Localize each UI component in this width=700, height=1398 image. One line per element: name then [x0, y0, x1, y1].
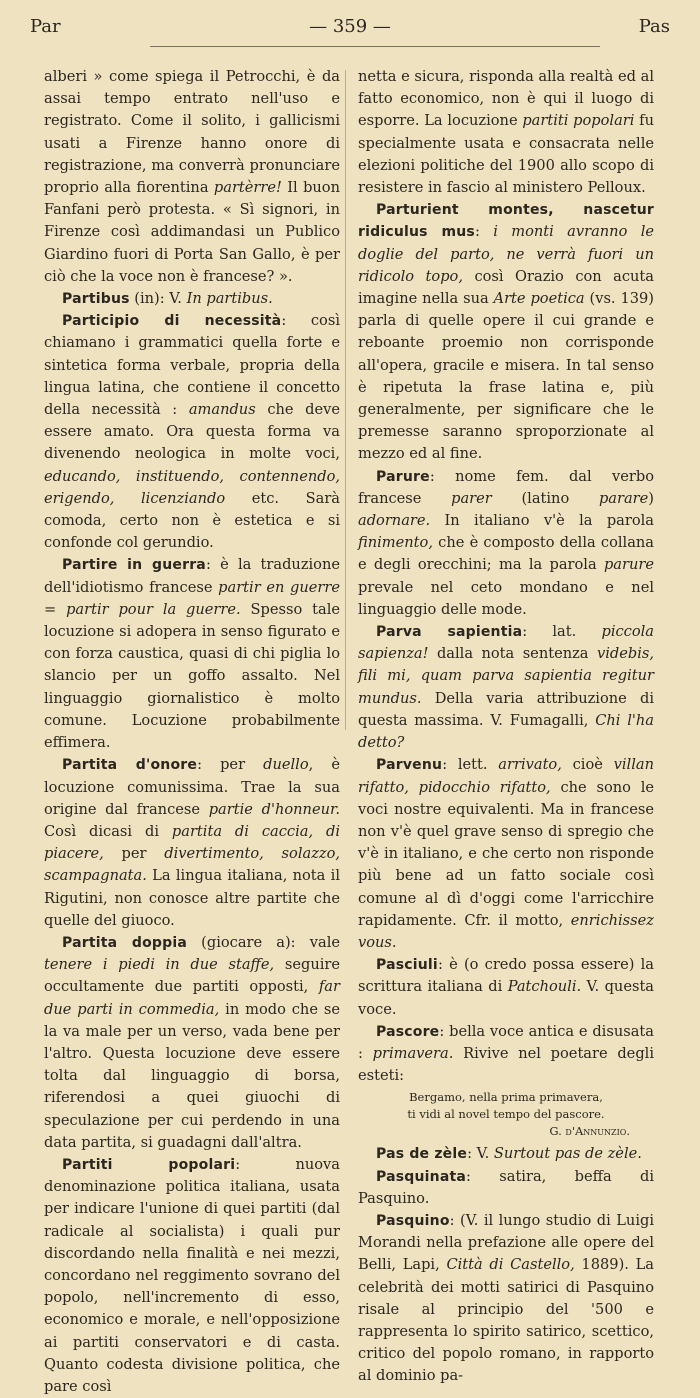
- body-text: V. questa voce.: [358, 978, 655, 1018]
- italic-text: Arte poetica: [493, 290, 585, 308]
- poetry-quote: [358, 1089, 654, 1140]
- italic-text: Città di Castello,: [446, 1256, 575, 1274]
- body-text: per: [103, 845, 165, 863]
- body-text: netta e sicura, risponda alla realtà ed al fatto economico, non è qui il luogo di esporre. La locuzione: [358, 68, 654, 130]
- entry-headword: Pasquino: [376, 1212, 450, 1229]
- body-text: seguire occultamente due partiti opposti,: [44, 956, 340, 996]
- italic-text: In partibus.: [186, 290, 273, 308]
- italic-text: parure: [603, 556, 654, 574]
- entry-headword: Partire in guerra: [62, 557, 206, 574]
- dictionary-entry: [44, 288, 340, 310]
- italic-text: adornare.: [358, 512, 431, 530]
- body-text: (latino: [491, 489, 599, 507]
- body-text: : per: [197, 756, 264, 774]
- header-right-guideword: Pas: [638, 15, 670, 37]
- dictionary-entry: [44, 66, 340, 288]
- body-text: Così dicasi di: [44, 822, 172, 840]
- entry-headword: Partita d'onore: [62, 757, 198, 774]
- dictionary-entry: [358, 1210, 654, 1388]
- body-text: (vs. 139) parla di quelle opere il cui grande e reboante proemio non corrisponde all'opera, gracile e misera. In tal senso è ripetuta la frase latina e, più generalmente, per significare che le premesse saranno sproporzionate al mezzo ed al fine.: [358, 290, 654, 463]
- entry-headword: Pasquinata: [376, 1168, 467, 1185]
- body-text: Il buon Fanfani però protesta. « Sì signori, in Firenze così addimandasi un Publico Giardino fuori di Porta San Gallo, è per ciò che la voce non è francese? ».: [44, 179, 340, 285]
- body-text: ): [648, 489, 654, 507]
- dictionary-entry: [44, 754, 340, 932]
- italic-text: Surtout pas de zèle.: [493, 1145, 642, 1163]
- quote-attribution: G. d'Annunzio.: [549, 1124, 630, 1139]
- body-text: : satira, beffa di Pasquino.: [358, 1167, 654, 1207]
- column-divider: [345, 70, 346, 730]
- italic-text: parer: [451, 489, 492, 507]
- body-text: cioè: [561, 756, 614, 774]
- body-text: La lingua italiana, nota il Rigutini, non conosce altre partite che quelle del giuoco.: [44, 867, 340, 929]
- body-text: : lett.: [442, 756, 499, 774]
- body-text: : (V. il lungo studio di Luigi Morandi nella prefazione alle opere del Belli, Lapi,: [358, 1211, 654, 1274]
- entry-headword: Pas de zèle: [376, 1146, 468, 1163]
- dictionary-entry: [358, 1021, 654, 1088]
- entry-headword: Partiti popolari: [62, 1156, 236, 1173]
- body-text: : bella voce antica e disusata :: [358, 1022, 654, 1062]
- quote-line: ti vidi al novel tempo del pascore.: [407, 1107, 605, 1122]
- body-text: : lat.: [522, 623, 602, 641]
- entry-headword: Pascore: [376, 1023, 440, 1040]
- dictionary-entry: [358, 1143, 654, 1165]
- italic-text: finimento,: [358, 534, 433, 552]
- body-text: fu specialmente usata e consacrata nelle elezioni politiche del 1900 allo scopo di resistere in fascio al ministero Pelloux.: [358, 112, 654, 197]
- header-rule: [150, 46, 600, 47]
- entry-headword: Parure: [376, 468, 430, 485]
- italic-text: primavera.: [372, 1044, 454, 1062]
- dictionary-entry: [358, 1166, 654, 1210]
- page-number: — 359 —: [309, 15, 391, 37]
- body-text: (giocare a): vale: [187, 933, 340, 951]
- entry-headword: Participio di necessità: [62, 313, 282, 330]
- italic-text: partita di caccia, di piacere,: [44, 822, 341, 863]
- body-text: : è la traduzione dell'idiotismo francese: [44, 556, 340, 596]
- dictionary-entry: [358, 66, 654, 199]
- dictionary-entry: [358, 954, 654, 1021]
- entry-headword: Parva sapientia: [376, 624, 523, 641]
- body-text: 1889). La celebrità dei motti satirici di Pasquino risale al principio del '500 e rappresenta lo spirito satirico, scettico, critico del popolo romano, in rapporto al dominio pa-: [358, 1256, 654, 1385]
- body-text: , è locuzione comunissima. Trae la sua origine dal francese: [44, 756, 340, 818]
- dictionary-entry: [358, 754, 654, 954]
- body-text: alberi » come spiega il Petrocchi, è da assai tempo entrato nell'uso e registrato. Come il solito, i gallicismi usati a Firenze hanno onore di registrazione, ma converrà pronunciare proprio alla fiorentina: [44, 68, 340, 197]
- body-text: prevale nel ceto mondano e nel linguaggio delle mode.: [358, 578, 654, 618]
- entry-headword: Parturient montes, nascetur ridiculus mus: [358, 202, 654, 241]
- left-column: [44, 66, 340, 1398]
- body-text: : è (o credo possa essere) la scrittura italiana di: [358, 956, 654, 996]
- italic-text: enrichissez vous.: [358, 911, 654, 951]
- entry-headword: Partita doppia: [62, 934, 187, 951]
- body-text: che è composto della collana e degli orecchini; ma la parola: [358, 534, 654, 574]
- italic-text: videbis, fili mi, quam parva sapientia regitur mundus.: [358, 645, 654, 707]
- body-text: in modo che se la va male per un verso, vada bene per l'altro. Questa locuzione deve essere tolta dal linguaggio di borsa, riferendosi a quei giuochi di speculazione per cui perdendo in una data partita, si guadagni dall'altra.: [44, 1000, 340, 1151]
- body-text: che deve essere amato. Ora questa forma va divenendo neologica in molte voci,: [44, 401, 340, 463]
- body-text: Della varia attribuzione di questa massima. V. Fumagalli,: [358, 689, 654, 729]
- body-text: che sono le voci nostre equivalenti. Ma in francese non v'è quel grave senso di spregio che v'è in italiano, e che certo non risponde più bene ad un fatto sociale così comune al dì d'oggi come l'arricchire rapidamente. Cfr. il motto,: [358, 778, 655, 929]
- italic-text: partie d'honneur.: [208, 800, 340, 818]
- body-text: etc. Sarà comoda, certo non è estetica e si confonde col gerundio.: [44, 489, 340, 552]
- dictionary-entry: [358, 199, 654, 465]
- italic-text: i monti avranno le doglie del parto, ne verrà fuori un ridicolo topo,: [358, 223, 655, 285]
- body-text: : così chiamano i grammatici quella forte e sintetica forma verbale, propria della lingua latina, che contiene il concetto della necessità :: [44, 312, 340, 419]
- body-text: Rivive nel poetare degli esteti:: [358, 1044, 654, 1085]
- body-text: dalla nota sentenza: [428, 645, 597, 663]
- dictionary-entry: [358, 466, 654, 621]
- body-text: In italiano v'è la parola: [430, 512, 654, 530]
- italic-text: Patchouli.: [507, 978, 582, 996]
- dictionary-entry: [358, 621, 654, 754]
- italic-text: partir en guerre = partir pour la guerre.: [44, 578, 340, 618]
- body-text: così Orazio con acuta imagine nella sua: [358, 267, 654, 308]
- entry-headword: Partibus: [62, 291, 130, 308]
- italic-text: educando, instituendo, contennendo, erigendo, licenziando: [44, 467, 340, 507]
- right-column: [358, 66, 654, 1388]
- body-text: : nuova denominazione politica italiana, usata per indicare l'unione di quei partiti (dal radicale al socialista) i quali pur discordando nella finalità e nei mezzi, concordano nel reggimento sovrano del popolo, nell'incremento di esso, economico e morale, e nell'opposizione ai partiti conservatori e di casta. Quanto codesta divisione politica, che pare così: [44, 1155, 340, 1395]
- running-header: [30, 12, 670, 40]
- italic-text: duello: [263, 756, 309, 774]
- dictionary-entry: [44, 554, 340, 754]
- dictionary-entry: [44, 310, 340, 554]
- italic-text: piccola sapienza!: [358, 623, 654, 663]
- dictionary-entry: [44, 1154, 340, 1398]
- body-text: (in): V.: [129, 290, 187, 308]
- italic-text: partèrre!: [213, 179, 282, 197]
- entry-headword: Pasciuli: [376, 957, 438, 974]
- italic-text: arrivato,: [498, 756, 562, 774]
- italic-text: villan rifatto, pidocchio rifatto,: [358, 756, 654, 796]
- body-text: : nome fem. dal verbo francese: [358, 467, 654, 507]
- italic-text: amandus: [188, 401, 256, 419]
- quote-line: Bergamo, nella prima primavera,: [409, 1090, 603, 1105]
- italic-text: divertimento, solazzo, scampagnata.: [44, 845, 340, 885]
- body-text: : V.: [467, 1145, 494, 1163]
- body-text: Spesso tale locuzione si adopera in senso figurato e con forza caustica, quasi di chi piglia lo slancio per un goffo assalto. Nel linguaggio giornalistico è molto comune. Locuzione probabilmente effimera.: [44, 600, 340, 752]
- body-text: :: [474, 223, 494, 241]
- entry-headword: Parvenu: [376, 757, 443, 774]
- dictionary-entry: [44, 932, 340, 1154]
- italic-text: tenere i piedi in due staffe,: [44, 956, 275, 974]
- italic-text: Chi l'ha detto?: [358, 711, 654, 752]
- italic-text: partiti popolari: [522, 112, 635, 130]
- italic-text: far due parti in commedia,: [44, 978, 340, 1018]
- italic-text: parare: [598, 489, 649, 507]
- header-left-guideword: Par: [30, 15, 61, 37]
